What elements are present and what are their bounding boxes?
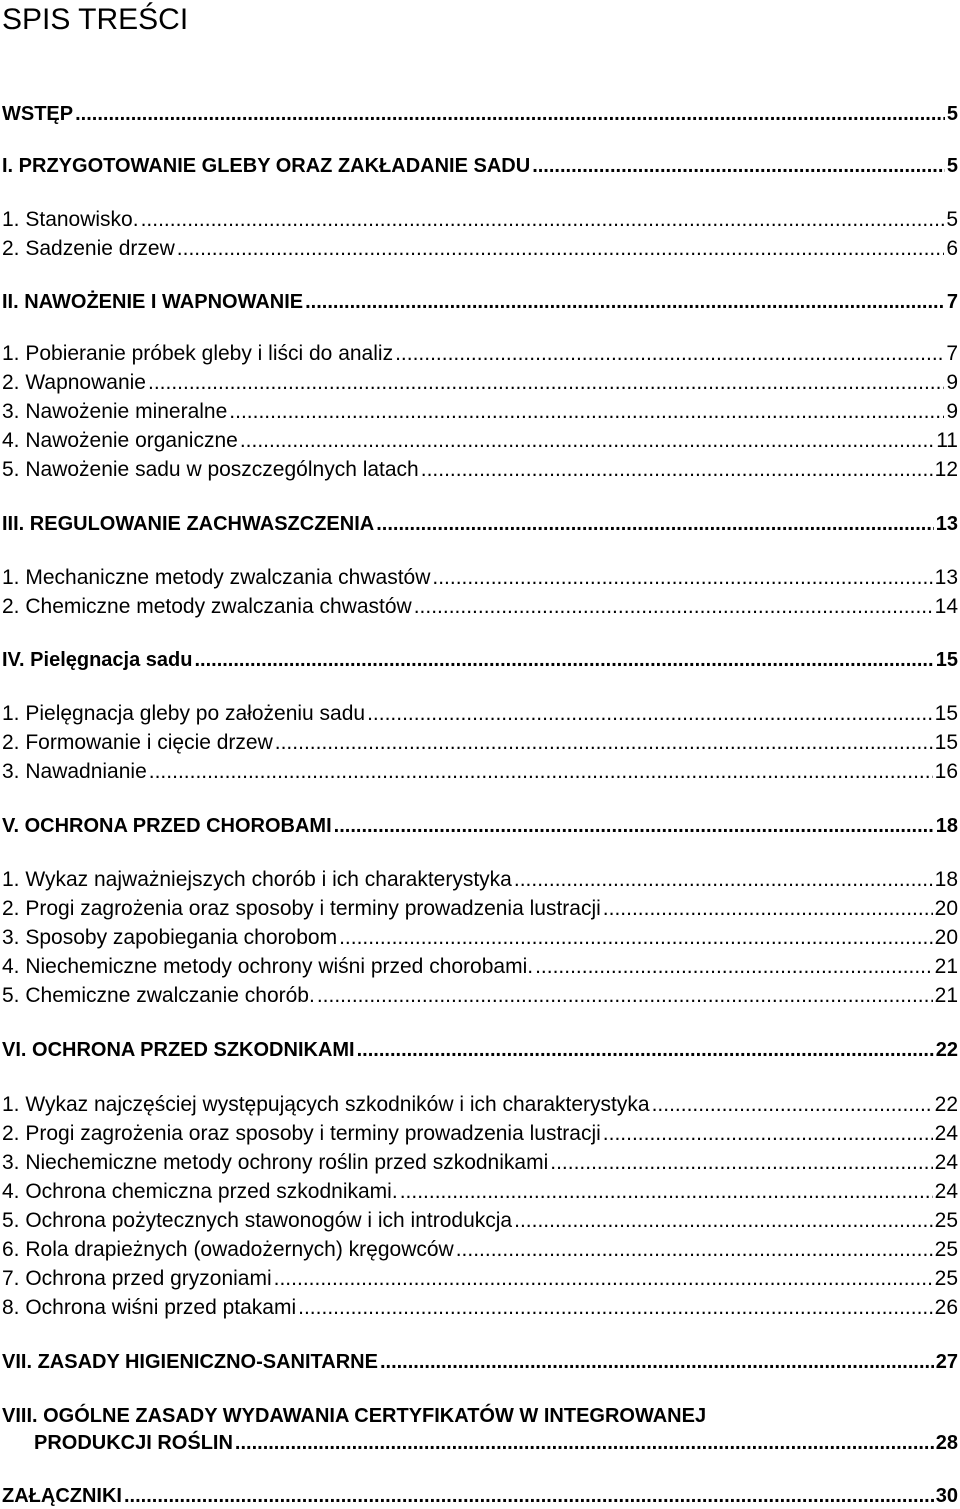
toc-entry-label: WSTĘP xyxy=(2,103,74,125)
toc-leader-dots xyxy=(367,701,933,727)
toc-entry[interactable] xyxy=(2,1403,960,1429)
toc-entry-label: 8. Ochrona wiśni przed ptakami xyxy=(2,1296,297,1319)
toc-entry[interactable] xyxy=(2,1295,960,1321)
toc-leader-dots xyxy=(229,399,944,425)
toc-entry-label: 2. Chemiczne metody zwalczania chwastów xyxy=(2,595,412,618)
toc-leader-dots xyxy=(305,289,945,315)
toc-entry-page-number: 12 xyxy=(934,458,958,481)
toc-entry-label: 4. Nawożenie organiczne xyxy=(2,429,238,452)
toc-entry[interactable] xyxy=(2,399,960,425)
toc-leader-dots xyxy=(141,207,945,233)
toc-entry-page-number: 25 xyxy=(934,1267,958,1290)
toc-entry[interactable] xyxy=(2,1037,960,1063)
toc-entry-label: IV. Pielęgnacja sadu xyxy=(2,649,193,671)
toc-entry[interactable] xyxy=(2,730,960,756)
toc-entry-page-number: 6 xyxy=(946,237,958,260)
toc-entry[interactable] xyxy=(2,207,960,233)
page-title: SPIS TREŚCI xyxy=(2,3,189,36)
toc-entry-page-number: 25 xyxy=(934,1209,958,1232)
toc-entry-label: 3. Nawadnianie xyxy=(2,760,147,783)
toc-leader-dots xyxy=(275,730,933,756)
toc-entry[interactable] xyxy=(2,813,960,839)
toc-entry-label: 2. Wapnowanie xyxy=(2,371,146,394)
toc-entry-label: ZAŁĄCZNIKI xyxy=(2,1485,122,1507)
toc-entry-page-number: 7 xyxy=(946,342,958,365)
toc-entry-label: I. PRZYGOTOWANIE GLEBY ORAZ ZAKŁADANIE SADU xyxy=(2,155,531,177)
toc-entry-page-number: 28 xyxy=(935,1432,958,1454)
toc-entry-label: V. OCHRONA PRZED CHOROBAMI xyxy=(2,815,332,837)
toc-entry[interactable] xyxy=(2,457,960,483)
toc-leader-dots xyxy=(149,759,933,785)
toc-entry[interactable] xyxy=(2,1349,960,1375)
toc-leader-dots xyxy=(535,954,933,980)
toc-entry-page-number: 13 xyxy=(934,566,958,589)
toc-entry[interactable] xyxy=(2,341,960,367)
toc-leader-dots xyxy=(177,236,945,262)
toc-entry-page-number: 20 xyxy=(934,897,958,920)
toc-entry-label: 1. Stanowisko. xyxy=(2,208,139,231)
toc-leader-dots xyxy=(298,1295,933,1321)
toc-entry-label: 1. Pielęgnacja gleby po założeniu sadu xyxy=(2,702,366,725)
toc-entry-label: 4. Ochrona chemiczna przed szkodnikami. xyxy=(2,1180,398,1203)
toc-entry-page-number: 22 xyxy=(935,1039,958,1061)
toc-entry-page-number: 20 xyxy=(934,926,958,949)
toc-entry-page-number: 18 xyxy=(935,815,958,837)
toc-entry-page-number: 21 xyxy=(934,955,958,978)
toc-leader-dots xyxy=(357,1037,934,1063)
toc-entry-label: 4. Niechemiczne metody ochrony wiśni przed chorobami. xyxy=(2,955,534,978)
toc-entry-label: 5. Ochrona pożytecznych stawonogów i ich introdukcja xyxy=(2,1209,513,1232)
toc-entry[interactable] xyxy=(2,1150,960,1176)
toc-entry-label: 2. Formowanie i cięcie drzew xyxy=(2,731,273,754)
toc-entry[interactable] xyxy=(2,101,960,127)
toc-leader-dots xyxy=(240,428,934,454)
toc-entry-label: PRODUKCJI ROŚLIN xyxy=(34,1432,233,1454)
toc-entry-page-number: 9 xyxy=(946,371,958,394)
toc-entry-page-number: 7 xyxy=(946,291,958,313)
toc-entry[interactable] xyxy=(2,565,960,591)
toc-entry-page-number: 16 xyxy=(934,760,958,783)
toc-leader-dots xyxy=(456,1237,933,1263)
toc-entry-label: 1. Mechaniczne metody zwalczania chwastów xyxy=(2,566,431,589)
toc-leader-dots xyxy=(421,457,933,483)
toc-entry-page-number: 5 xyxy=(946,155,958,177)
toc-entry[interactable] xyxy=(2,647,960,673)
toc-entry[interactable] xyxy=(2,1208,960,1234)
toc-leader-dots xyxy=(376,511,934,537)
toc-entry-page-number: 15 xyxy=(935,649,958,671)
toc-entry[interactable] xyxy=(2,1092,960,1118)
toc-entry[interactable] xyxy=(2,925,960,951)
toc-entry-label: 5. Chemiczne zwalczanie chorób. xyxy=(2,984,315,1007)
toc-entry-label: II. NAWOŻENIE I WAPNOWANIE xyxy=(2,291,304,313)
toc-entry-page-number: 11 xyxy=(936,429,958,452)
toc-leader-dots xyxy=(514,1208,933,1234)
toc-entry-label: 1. Wykaz najczęściej występujących szkodników i ich charakterystyka xyxy=(2,1093,650,1116)
toc-entry-page-number: 15 xyxy=(934,731,958,754)
toc-entry-label: 1. Wykaz najważniejszych chorób i ich charakterystyka xyxy=(2,868,512,891)
toc-leader-dots xyxy=(124,1483,934,1509)
toc-leader-dots xyxy=(380,1349,934,1375)
toc-entry[interactable] xyxy=(2,153,960,179)
toc-leader-dots xyxy=(334,813,934,839)
toc-entry[interactable] xyxy=(2,1179,960,1205)
toc-entry[interactable] xyxy=(2,1266,960,1292)
toc-leader-dots xyxy=(514,867,933,893)
toc-entry-page-number: 24 xyxy=(934,1122,958,1145)
toc-entry-label: 2. Progi zagrożenia oraz sposoby i terminy prowadzenia lustracji xyxy=(2,897,601,920)
toc-entry-page-number: 25 xyxy=(934,1238,958,1261)
toc-entry[interactable] xyxy=(2,867,960,893)
toc-entry-page-number: 22 xyxy=(934,1093,958,1116)
toc-leader-dots xyxy=(414,594,933,620)
toc-entry[interactable] xyxy=(2,759,960,785)
toc-entry-label: 3. Niechemiczne metody ochrony roślin przed szkodnikami xyxy=(2,1151,549,1174)
toc-entry-label: VII. ZASADY HIGIENICZNO-SANITARNE xyxy=(2,1351,378,1373)
toc-entry[interactable] xyxy=(2,236,960,262)
toc-entry-page-number: 5 xyxy=(946,103,958,125)
toc-entry[interactable] xyxy=(2,1121,960,1147)
toc-entry[interactable] xyxy=(2,511,960,537)
toc-entry[interactable] xyxy=(2,701,960,727)
toc-entry[interactable] xyxy=(2,428,960,454)
toc-entry-label: III. REGULOWANIE ZACHWASZCZENIA xyxy=(2,513,375,535)
toc-entry-label: 7. Ochrona przed gryzoniami xyxy=(2,1267,272,1290)
toc-entry-label: 5. Nawożenie sadu w poszczególnych latach xyxy=(2,458,419,481)
toc-leader-dots xyxy=(603,1121,933,1147)
toc-leader-dots xyxy=(550,1150,932,1176)
toc-leader-dots xyxy=(317,983,933,1009)
toc-leader-dots xyxy=(235,1430,934,1456)
toc-entry-page-number: 5 xyxy=(946,208,958,231)
toc-entry[interactable] xyxy=(2,1483,960,1509)
toc-leader-dots xyxy=(432,565,932,591)
toc-leader-dots xyxy=(532,153,945,179)
toc-entry-label: 2. Sadzenie drzew xyxy=(2,237,175,260)
toc-entry-page-number: 30 xyxy=(935,1485,958,1507)
toc-entry[interactable] xyxy=(2,1237,960,1263)
toc-entry[interactable] xyxy=(2,896,960,922)
toc-entry-page-number: 24 xyxy=(934,1151,958,1174)
toc-leader-dots xyxy=(339,925,933,951)
toc-leader-dots xyxy=(395,341,944,367)
toc-entry[interactable] xyxy=(2,954,960,980)
toc-entry-label: VI. OCHRONA PRZED SZKODNIKAMI xyxy=(2,1039,355,1061)
toc-leader-dots xyxy=(194,647,933,673)
toc-entry-page-number: 15 xyxy=(934,702,958,725)
toc-entry-page-number: 14 xyxy=(934,595,958,618)
toc-leader-dots xyxy=(274,1266,933,1292)
toc-entry-page-number: 24 xyxy=(934,1180,958,1203)
toc-leader-dots xyxy=(603,896,933,922)
toc-entry-page-number: 27 xyxy=(935,1351,958,1373)
toc-entry[interactable] xyxy=(2,370,960,396)
toc-entry-label: 2. Progi zagrożenia oraz sposoby i terminy prowadzenia lustracji xyxy=(2,1122,601,1145)
toc-entry-label: VIII. OGÓLNE ZASADY WYDAWANIA CERTYFIKATÓW W INTEGROWANEJ xyxy=(2,1405,707,1427)
toc-entry[interactable] xyxy=(2,983,960,1009)
toc-leader-dots xyxy=(148,370,944,396)
toc-leader-dots xyxy=(400,1179,933,1205)
toc-entry[interactable] xyxy=(34,1430,960,1456)
toc-entry-label: 6. Rola drapieżnych (owadożernych) kręgowców xyxy=(2,1238,454,1261)
toc-entry-page-number: 13 xyxy=(935,513,958,535)
toc-entry-page-number: 21 xyxy=(934,984,958,1007)
toc-entry-page-number: 9 xyxy=(946,400,958,423)
toc-entry-label: 1. Pobieranie próbek gleby i liści do analiz xyxy=(2,342,394,365)
toc-entry-page-number: 18 xyxy=(934,868,958,891)
toc-entry[interactable] xyxy=(2,289,960,315)
toc-entry-page-number: 26 xyxy=(934,1296,958,1319)
toc-leader-dots xyxy=(652,1092,933,1118)
toc-leader-dots xyxy=(75,101,945,127)
toc-entry-label: 3. Nawożenie mineralne xyxy=(2,400,228,423)
toc-entry[interactable] xyxy=(2,594,960,620)
toc-entry-label: 3. Sposoby zapobiegania chorobom xyxy=(2,926,338,949)
